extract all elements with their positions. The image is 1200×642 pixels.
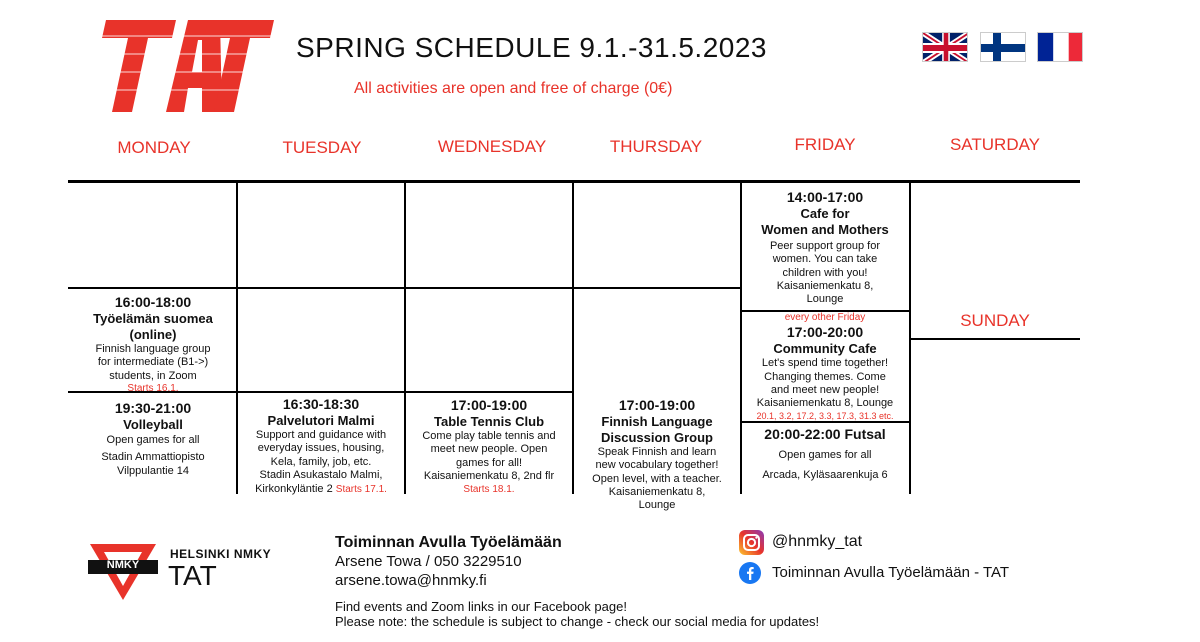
day-tuesday: TUESDAY bbox=[282, 138, 362, 157]
day-wednesday: WEDNESDAY bbox=[437, 137, 547, 156]
event-name: (online) bbox=[129, 326, 177, 342]
grid-row-line bbox=[910, 338, 1080, 340]
event-desc: students, in Zoom bbox=[109, 369, 197, 382]
event-start-note: Starts 16.1. bbox=[127, 383, 179, 395]
event-time: 16:30-18:30 bbox=[282, 396, 360, 412]
contact-email[interactable]: arsene.towa@hnmky.fi bbox=[335, 572, 487, 589]
event-name: Discussion Group bbox=[601, 429, 713, 445]
event-name: Cafe for bbox=[800, 206, 850, 222]
event-desc: Kaisaniemenkatu 8, 2nd flr bbox=[423, 470, 555, 483]
event-desc: Peer support group for bbox=[769, 239, 881, 252]
event-fri-cafe-women[interactable] bbox=[742, 189, 908, 307]
event-desc: Arcada, Kyläsaarenkuja 6 bbox=[762, 469, 888, 482]
grid-row-line bbox=[68, 287, 740, 289]
event-desc: women. You can take bbox=[772, 253, 878, 266]
org-unit: TAT bbox=[168, 560, 217, 591]
event-desc: Open level, with a teacher. bbox=[592, 472, 722, 485]
event-desc: Open games for all bbox=[106, 433, 200, 446]
day-sunday: SUNDAY bbox=[960, 311, 1030, 330]
event-address: Kirkonkyläntie 2 bbox=[255, 482, 333, 495]
event-desc: Kaisaniemenkatu 8, bbox=[776, 280, 874, 293]
event-fri-futsal[interactable] bbox=[742, 426, 908, 483]
event-desc: games for all! bbox=[455, 456, 523, 469]
event-desc: everyday issues, housing, bbox=[257, 442, 385, 455]
event-time: 17:00-20:00 bbox=[786, 324, 864, 341]
event-time: 20:00-22:00 Futsal bbox=[764, 426, 886, 442]
day-monday: MONDAY bbox=[117, 138, 191, 157]
event-desc: Finnish language group bbox=[95, 342, 211, 355]
instagram-icon[interactable] bbox=[739, 530, 764, 555]
event-fri-community[interactable] bbox=[740, 312, 910, 422]
day-friday: FRIDAY bbox=[794, 135, 856, 154]
event-mon-volleyball[interactable] bbox=[70, 400, 236, 478]
event-desc: meet new people. Open bbox=[430, 443, 548, 456]
event-name: Women and Mothers bbox=[761, 221, 889, 237]
event-frequency-note: every other Friday bbox=[784, 312, 866, 323]
contact-title: Toiminnan Avulla Työelämään bbox=[335, 534, 562, 551]
event-desc: Lounge bbox=[638, 499, 676, 512]
event-desc: Let's spend time together! bbox=[761, 357, 889, 370]
day-saturday: SATURDAY bbox=[949, 135, 1041, 154]
event-wed-tabletennis[interactable] bbox=[406, 397, 572, 496]
event-name: Volleyball bbox=[123, 417, 183, 433]
event-desc-line bbox=[238, 483, 404, 496]
instagram-handle[interactable]: @hnmky_tat bbox=[772, 533, 863, 550]
event-thu-discussion[interactable] bbox=[574, 397, 740, 513]
contact-person: Arsene Towa / 050 3229510 bbox=[335, 553, 522, 570]
event-desc: Kaisaniemenkatu 8, bbox=[608, 486, 706, 499]
event-name: Community Cafe bbox=[773, 341, 877, 357]
event-dates-note: 20.1, 3.2, 17.2, 3.3, 17.3, 31.3 etc. bbox=[756, 410, 894, 421]
grid-top-line bbox=[68, 180, 1080, 183]
footer-note-facebook: Find events and Zoom links in our Facebook page! bbox=[335, 599, 627, 614]
event-desc: Kaisaniemenkatu 8, Lounge bbox=[756, 397, 894, 410]
event-desc: Lounge bbox=[806, 293, 844, 306]
nmky-badge-text: NMKY bbox=[106, 559, 140, 571]
event-name: Table Tennis Club bbox=[433, 414, 545, 430]
event-desc: children with you! bbox=[782, 266, 868, 279]
finland-flag-icon[interactable] bbox=[980, 32, 1026, 62]
org-name: HELSINKI NMKY bbox=[170, 547, 272, 561]
event-desc: Open games for all bbox=[778, 449, 872, 462]
day-thursday: THURSDAY bbox=[609, 137, 703, 156]
event-time: 17:00-19:00 bbox=[618, 397, 696, 413]
event-desc: Vilppulantie 14 bbox=[117, 464, 189, 477]
event-name: Työelämän suomea bbox=[93, 311, 213, 327]
event-name: Palvelutori Malmi bbox=[267, 413, 375, 429]
event-name: Finnish Language bbox=[601, 414, 713, 430]
nmky-triangle-icon bbox=[88, 542, 158, 602]
page-title: SPRING SCHEDULE 9.1.-31.5.2023 bbox=[296, 32, 767, 63]
event-time: 17:00-19:00 bbox=[450, 397, 528, 413]
footer-note-schedule: Please note: the schedule is subject to change - check our social media for updates! bbox=[335, 614, 820, 629]
event-start-note: Starts 17.1. bbox=[335, 483, 387, 495]
event-time: 16:00-18:00 bbox=[114, 294, 192, 310]
event-desc: Kela, family, job, etc. bbox=[270, 455, 372, 468]
event-desc: Come play table tennis and bbox=[422, 429, 556, 442]
event-desc: Speak Finnish and learn bbox=[597, 445, 717, 458]
event-desc: for intermediate (B1->) bbox=[97, 356, 209, 369]
france-flag-icon[interactable] bbox=[1037, 32, 1083, 62]
facebook-page[interactable]: Toiminnan Avulla Työelämään - TAT bbox=[772, 564, 1010, 581]
event-start-note: Starts 18.1. bbox=[463, 483, 515, 495]
event-tue-palvelutori[interactable] bbox=[238, 396, 404, 496]
facebook-icon[interactable] bbox=[739, 562, 761, 584]
event-desc: Changing themes. Come bbox=[764, 370, 886, 383]
event-time: 19:30-21:00 bbox=[114, 400, 192, 416]
event-desc: Stadin Ammattiopisto bbox=[101, 451, 205, 464]
page-subtitle: All activities are open and free of charge (0€) bbox=[354, 80, 673, 97]
uk-flag-icon[interactable] bbox=[922, 32, 968, 62]
event-desc: Stadin Asukastalo Malmi, bbox=[259, 469, 383, 482]
event-mon-finnish[interactable] bbox=[70, 294, 236, 395]
event-desc: and meet new people! bbox=[770, 383, 880, 396]
event-time: 14:00-17:00 bbox=[786, 189, 864, 205]
event-desc: Support and guidance with bbox=[255, 428, 387, 441]
event-desc: new vocabulary together! bbox=[595, 459, 719, 472]
tat-logo bbox=[92, 16, 274, 116]
